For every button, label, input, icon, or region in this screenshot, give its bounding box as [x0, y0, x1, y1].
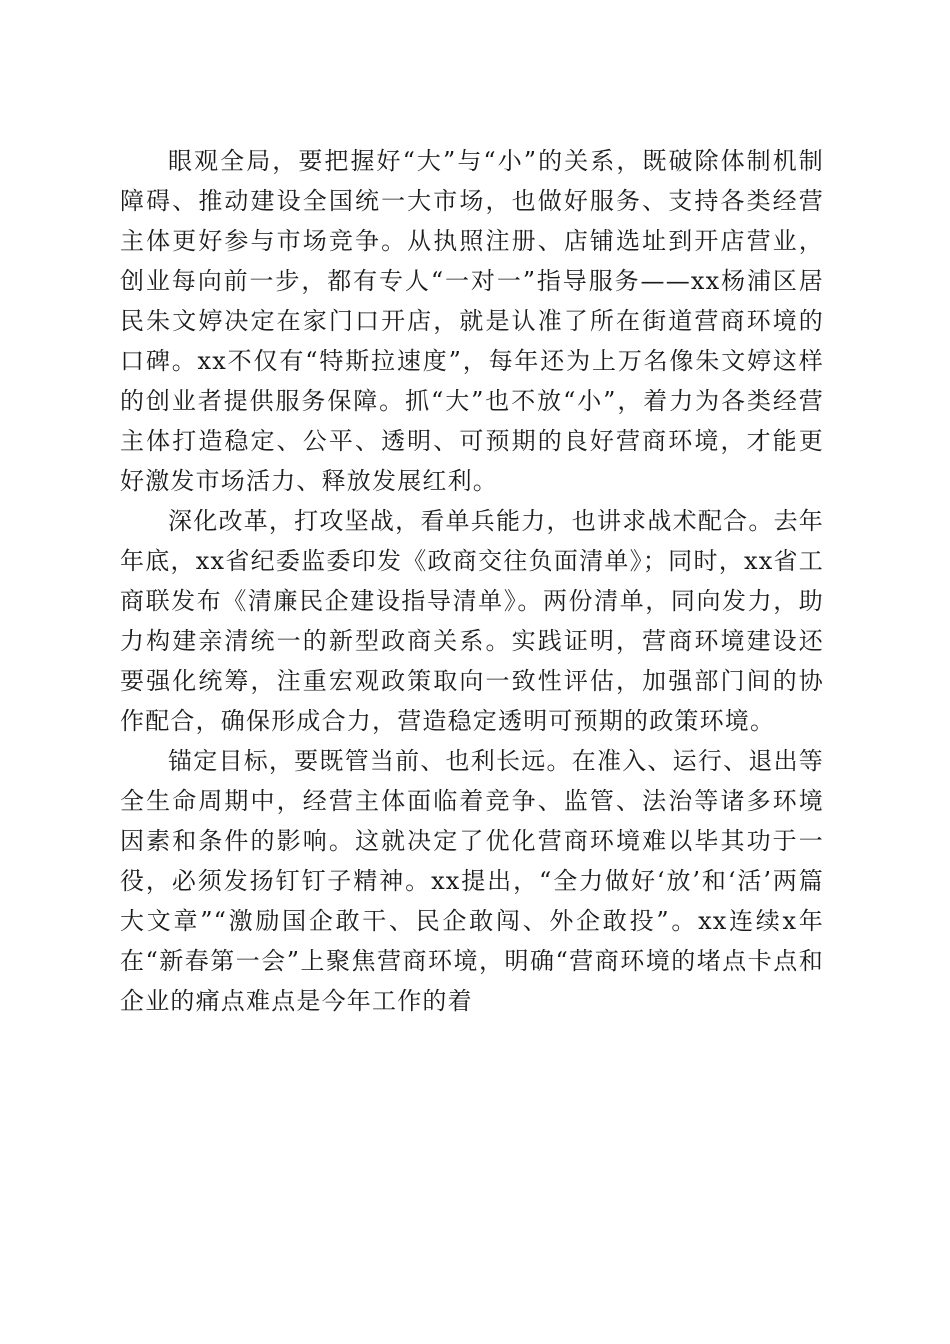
- paragraph-3: 锚定目标，要既管当前、也利长远。在准入、运行、退出等全生命周期中，经营主体面临着竞争、监管、法治等诸多环境因素和条件的影响。这就决定了优化营商环境难以毕其功于一役，必须发扬钉钉子精神。xx提出，“全力做好‘放’和‘活’两篇大文章”“激励国企敢干、民企敢闯、外企敢投”。xx连续x年在“新春第一会”上聚焦营商环境，明确“营商环境的堵点卡点和企业的痛点难点是今年工作的着: [120, 747, 824, 1015]
- paragraph-2: 深化改革，打攻坚战，看单兵能力，也讲求战术配合。去年年底，xx省纪委监委印发《政商交往负面清单》；同时，xx省工商联发布《清廉民企建设指导清单》。两份清单，同向发力，助力构建亲清统一的新型政商关系。实践证明，营商环境建设还要强化统筹，注重宏观政策取向一致性评估，加强部门间的协作配合，确保形成合力，营造稳定透明可预期的政策环境。: [120, 507, 824, 735]
- paragraph-1: 眼观全局，要把握好“大”与“小”的关系，既破除体制机制障碍、推动建设全国统一大市场，也做好服务、支持各类经营主体更好参与市场竞争。从执照注册、店铺选址到开店营业，创业每向前一步，都有专人“一对一”指导服务——xx杨浦区居民朱文婷决定在家门口开店，就是认准了所在街道营商环境的口碑。xx不仅有“特斯拉速度”，每年还为上万名像朱文婷这样的创业者提供服务保障。抓“大”也不放“小”，着力为各类经营主体打造稳定、公平、透明、可预期的良好营商环境，才能更好激发市场活力、释放发展红利。: [120, 147, 824, 495]
- document-body: [120, 141, 824, 1021]
